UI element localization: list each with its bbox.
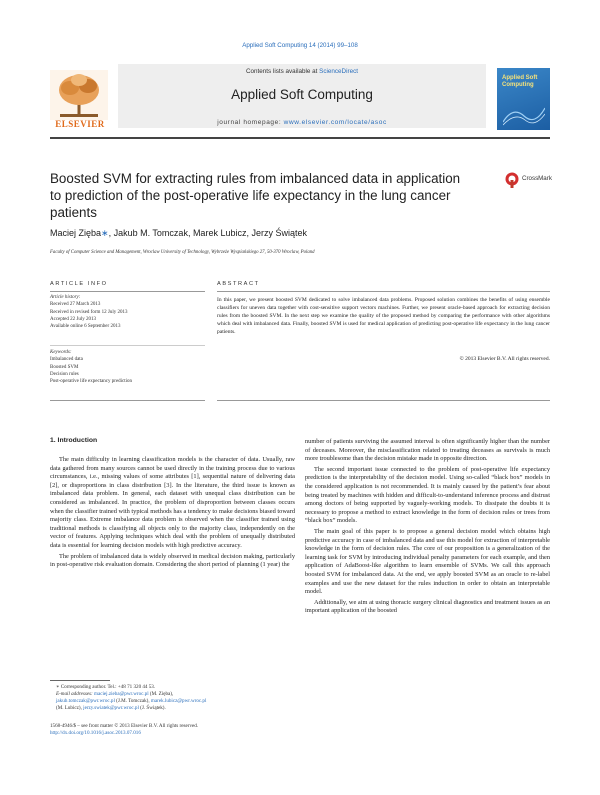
email-addresses-cont bbox=[56, 698, 296, 705]
keywords bbox=[50, 349, 210, 385]
abstract-rule bbox=[217, 291, 550, 292]
crossmark-badge[interactable] bbox=[505, 172, 551, 188]
corresponding-author-note: ∗ Corresponding author. Tel.: +48 71 320 44 53. bbox=[56, 684, 156, 690]
left-column bbox=[50, 456, 295, 570]
email-owner: (J. Świątek). bbox=[138, 705, 166, 711]
paragraph: number of patients surviving the assumed interval is often significantly higher than the number of deceases. Moreover, the misclassification related to treating deceases as survivals is much more troublesome than the decision mistake made in opposite direction. bbox=[305, 438, 550, 463]
authors-rest[interactable]: , Jakub M. Tomczak, Marek Lubicz, Jerzy Świątek bbox=[108, 228, 307, 238]
history-label: Article history: bbox=[50, 295, 81, 300]
keyword: Imbalanced data bbox=[50, 357, 83, 363]
paragraph: The problem of imbalanced data is widely observed in medical decision making, particularly in post-operative risk evaluation domain. Considering the short period of planning (1 year) the bbox=[50, 552, 295, 569]
history-item: Accepted 22 July 2013 bbox=[50, 316, 96, 322]
cover-title: Applied Soft Computing bbox=[502, 75, 538, 88]
issn-doi bbox=[50, 723, 350, 737]
contents-prefix: Contents lists available at bbox=[245, 68, 320, 75]
author-list bbox=[50, 228, 307, 239]
journal-cover-image bbox=[497, 68, 550, 130]
email-owner: (M. Lubicz), bbox=[56, 705, 84, 711]
issn-line: 1568-4946/$ – see front matter © 2013 Elsevier B.V. All rights reserved. bbox=[50, 723, 199, 729]
paragraph: The second important issue connected to the problem of post-operative life expectancy prediction is the interpretability of the decision model. Using so-called “black box” models in the considered application is not recommended. It is mainly caused by the patient’s fear about being treated by machines with hidden and difficult-to-understand inference process and distrust among doctors of being supported by vaguely-working models. To dissipate the doubts it is necessary to propose a method to extract knowledge in the form of decision rules or trees from “black box” models. bbox=[305, 465, 550, 525]
homepage-link[interactable]: www.elsevier.com/locate/asoc bbox=[283, 119, 387, 126]
journal-reference[interactable]: Applied Soft Computing 14 (2014) 99–108 bbox=[242, 42, 358, 49]
keyword: Boosted SVM bbox=[50, 364, 79, 370]
sciencedirect-link[interactable]: ScienceDirect bbox=[319, 68, 358, 75]
email-owner: (M. Zięba), bbox=[148, 691, 174, 697]
footnotes bbox=[56, 684, 296, 712]
history-item: Received in revised form 12 July 2013 bbox=[50, 309, 128, 315]
email-label: E-mail addresses: bbox=[56, 691, 95, 697]
keywords-label: Keywords: bbox=[50, 350, 72, 355]
article-info-divider bbox=[50, 345, 205, 346]
email-link[interactable]: maciej.zieba@pwr.wroc.pl bbox=[94, 691, 149, 697]
corresponding-author-mark[interactable]: ∗ bbox=[101, 228, 109, 238]
article-info-rule bbox=[50, 291, 205, 292]
keyword: Post-operative life expectancy prediction bbox=[50, 379, 133, 385]
history-item: Received 27 March 2013 bbox=[50, 302, 101, 308]
right-column bbox=[305, 438, 550, 616]
contents-line bbox=[118, 68, 486, 75]
copyright-line: © 2013 Elsevier B.V. All rights reserved. bbox=[459, 356, 550, 362]
history-item: Available online 6 September 2013 bbox=[50, 324, 121, 330]
article-info-heading: ARTICLE INFO bbox=[50, 281, 108, 287]
email-addresses bbox=[56, 691, 296, 698]
email-addresses-cont bbox=[56, 705, 296, 712]
article-info-bottom-rule bbox=[50, 400, 205, 401]
journal-name: Applied Soft Computing bbox=[231, 87, 373, 102]
homepage-prefix: journal homepage: bbox=[217, 119, 284, 126]
email-link[interactable]: marek.lubicz@pwr.wroc.pl bbox=[150, 698, 207, 704]
affiliation: Faculty of Computer Science and Management, Wroclaw University of Technology, Wybrzeże Wyspiańskiego 27, 50-370 Wroclaw, Poland bbox=[50, 250, 315, 255]
article-title: Boosted SVM for extracting rules from imbalanced data in application to prediction of the post-operative life expectancy in the lung cancer patients bbox=[50, 171, 461, 220]
email-link[interactable]: jakub.tomczak@pwr.wroc.pl bbox=[56, 698, 115, 704]
masthead-rule bbox=[50, 137, 550, 139]
journal-masthead bbox=[50, 64, 550, 134]
section-heading-introduction: 1. Introduction bbox=[50, 437, 98, 444]
paragraph: The main difficulty in learning classification models is the character of data. Usually, raw data gathered from many sources cannot be used directly in the training process due to various circumstances, i.e., missing values of some attributes [1], sequential nature of delivering data [2], or disproportions in class distribution [3]. In the literature, the third issue is known as imbalanced data problem. In general, each dataset with unequal class distribution can be considered as imbalanced. In practice, the problem of disproportion between classes occurs when the classifier trained with typical methods has a tendency to make decisions biased toward majority class. Extreme imbalance data problem is observed when the classifier trained using traditional methods is classifying all objects only to the majority class, independently on the vector of features. Applying techniques which deal with the problem of unequally distributed data is essential for learning decision models with high predictive accuracy. bbox=[50, 456, 295, 549]
article-history bbox=[50, 294, 210, 330]
email-owner: (J.M. Tomczak), bbox=[114, 698, 151, 704]
author-first[interactable]: Maciej Zięba bbox=[50, 228, 102, 238]
doi-link[interactable]: http://dx.doi.org/10.1016/j.asoc.2013.07.016 bbox=[50, 730, 141, 736]
abstract-text: In this paper, we present boosted SVM dedicated to solve imbalanced data problems. Proposed solution combines the benefits of using ensemble classifiers for uneven data together with cost-sensitive support vectors machines. Further, we present oracle-based approach for extracting decision rules from the boosted SVM. In the next step we examine the quality of the proposed method by comparing the performance with other algorithms which deal with imbalanced data. Finally, boosted SVM is used for medical application of predicting post-operative life expectancy in the lung cancer patients. bbox=[217, 297, 550, 336]
journal-homepage bbox=[118, 119, 486, 126]
publisher-name: ELSEVIER bbox=[55, 119, 105, 129]
crossmark-label: CrossMark bbox=[522, 175, 552, 182]
paragraph: Additionally, we aim at using thoracic surgery clinical diagnostics and treatment issues as an important application of the boosted bbox=[305, 598, 550, 615]
abstract-bottom-rule bbox=[217, 400, 550, 401]
footnote-rule bbox=[50, 680, 110, 681]
crossmark-icon bbox=[505, 172, 519, 188]
keyword: Decision rules bbox=[50, 371, 79, 377]
abstract-heading: ABSTRACT bbox=[217, 281, 260, 287]
paragraph: The main goal of this paper is to propose a general decision model which obtains high predictive accuracy in case of imbalanced data and use this model for extraction of interpretable knowledge in the form of decision rules. The core of our proposition is a generalization of the learning task for SVM by introducing individual penalty parameters for each example, and then application of AdaBoost-like algorithm to learn ensemble of SVMs. We call this approach boosted SVM for imbalanced data. At the end, we apply boosted SVM as an oracle to re-label examples and use the new dataset for the rules induction in order to obtain an interpretable model. bbox=[305, 527, 550, 596]
email-link[interactable]: jerzy.swiatek@pwr.wroc.pl bbox=[83, 705, 139, 711]
